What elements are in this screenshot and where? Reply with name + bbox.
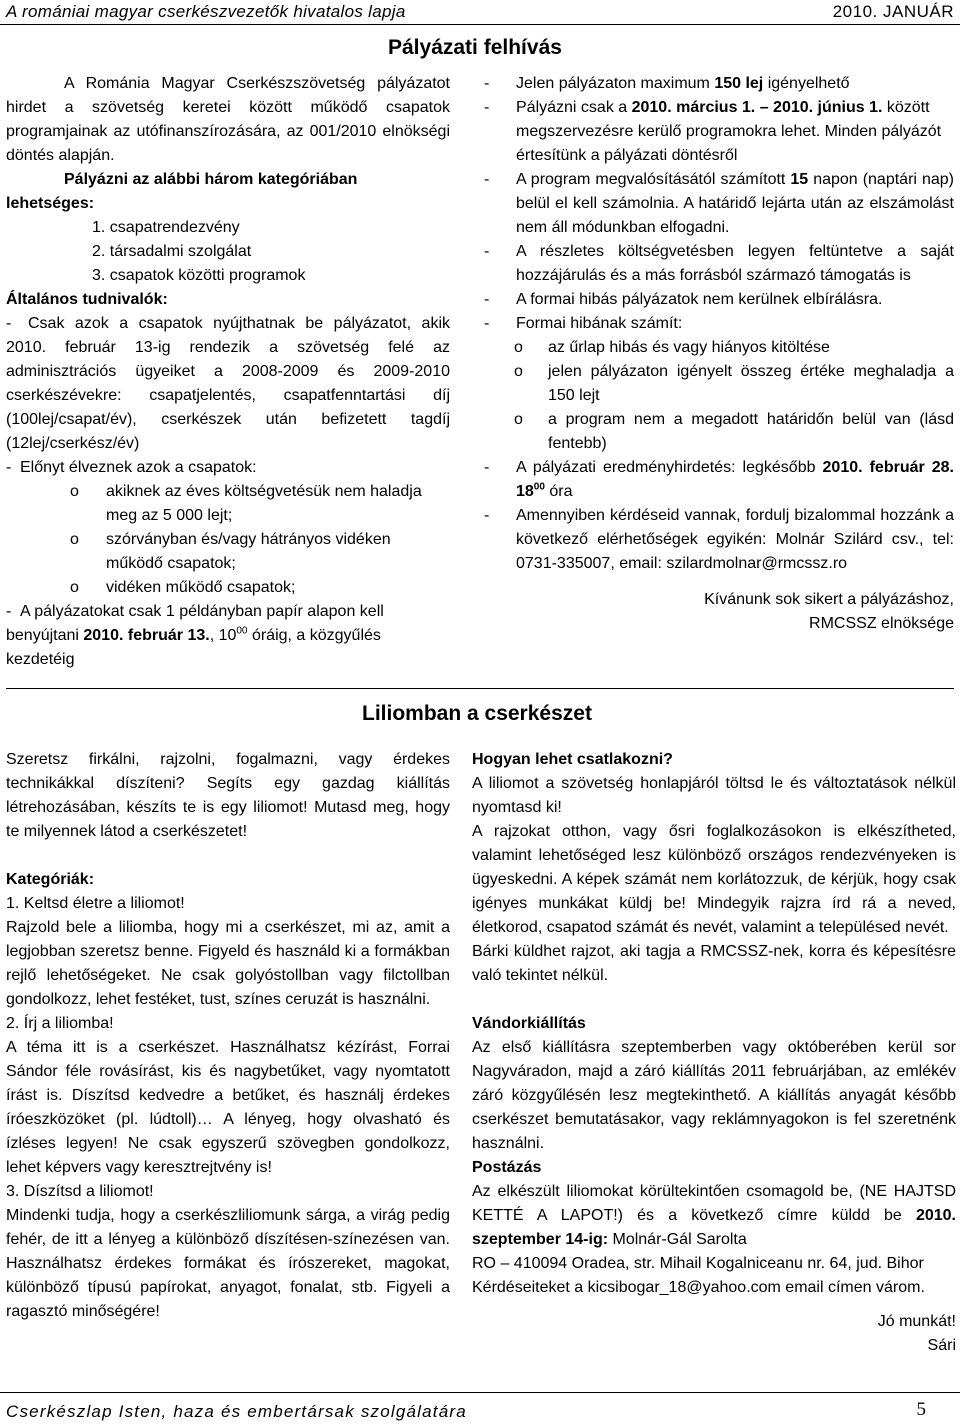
dash-bullet: - xyxy=(6,603,12,620)
section1-right-column xyxy=(484,72,954,636)
circle-bullet: o xyxy=(514,411,523,428)
category-1-text: Rajzold bele a liliomba, hogy mi a cserkészet, mi az, amit a legjobban szeretsz benne. Figyeld és használd ki a formákban rejlő lehetőségeket. Ne csak golyóstollban vagy filctollban gondolkozz, lehet festéket, tust, színes ceruzát is használni. xyxy=(6,919,450,1008)
closing-wish: Kívánunk sok sikert a pályázáshoz, xyxy=(704,591,954,608)
category-3-title: 3. Díszítsd a liliomot! xyxy=(6,1183,154,1200)
result-hour-sup: 00 xyxy=(533,481,545,493)
postage-paragraph xyxy=(472,1180,956,1252)
advantage-item xyxy=(6,528,450,576)
issue-date: 2010. JANUÁR xyxy=(832,2,954,21)
postage-address: RO – 410094 Oradea, str. Mihail Kogalniceanu nr. 64, jud. Bihor xyxy=(472,1255,924,1272)
result-text: A pályázati eredményhirdetés: legkésőbb xyxy=(516,459,823,476)
header-divider xyxy=(0,24,960,25)
exhibition-paragraph: Az első kiállításra szeptemberben vagy októberében kerül sor Nagyváradon, majd a záró kiállítás 2011 februárjában, az emlékév záró közgyűlésén lesz megtekinthető. A kiállítás anyagát később cserkészet bemutatásakor, vagy reklámnyagokon is fel szeretnénk használni. xyxy=(472,1039,956,1152)
formal-error-item xyxy=(484,360,954,408)
circle-bullet: o xyxy=(514,339,523,356)
category-heading-cont: lehetséges: xyxy=(6,195,95,212)
category-2-title: 2. Írj a liliomba! xyxy=(6,1015,114,1032)
dash-bullet: - xyxy=(484,171,490,188)
dash-bullet: - xyxy=(6,459,12,476)
sign-off: Jó munkát! xyxy=(877,1313,956,1330)
section2-left-column xyxy=(6,748,450,1324)
result-date: 2010. február 28. xyxy=(822,459,954,476)
section-title-liliom: Liliomban a cserkészet xyxy=(362,702,592,725)
result-tail: óra xyxy=(544,483,573,500)
rule-item xyxy=(484,240,954,288)
general-info-heading: Általános tudnivalók: xyxy=(6,291,168,308)
category-item: 3. csapatok közötti programok xyxy=(92,267,306,284)
dash-bullet: - xyxy=(484,99,490,116)
formal-error-item xyxy=(484,408,954,456)
general-item-3 xyxy=(6,600,450,672)
postage-deadline: 2010. szeptember 14-ig: xyxy=(472,1207,956,1248)
circle-bullet: o xyxy=(70,483,79,500)
settlement-tail: napon (naptári nap) belül el kell számolnia. A határidő lejárta után az elszámolást nem áll módunkban elfogadni. xyxy=(516,171,954,236)
dash-bullet: - xyxy=(484,459,490,476)
period-text: Pályázni csak a xyxy=(516,99,632,116)
advantage-item-text: szórványban és/vagy hátrányos vidéken működő csapatok; xyxy=(106,531,391,572)
general-item-1 xyxy=(6,312,450,456)
general-item-2 xyxy=(6,456,450,480)
signature-name: Sári xyxy=(927,1337,956,1354)
advantage-item-text: akiknek az éves költségvetésük nem haladja meg az 5 000 lejt; xyxy=(106,483,422,524)
advantage-item-text: vidéken működő csapatok; xyxy=(106,579,296,596)
circle-bullet: o xyxy=(70,579,79,596)
dash-bullet: - xyxy=(484,291,490,308)
publication-title: A romániai magyar cserkészvezetők hivatalos lapja xyxy=(6,2,406,21)
deadline-time: , 10 xyxy=(209,627,237,644)
rule-item xyxy=(484,312,954,336)
join-paragraph-3: Bárki küldhet rajzot, aki tagja a RMCSSZ-nek, korra és képesítésre való tekintet nélkül. xyxy=(472,943,956,984)
category-1-title: 1. Keltsd életre a liliomot! xyxy=(6,895,185,912)
page-header xyxy=(0,0,960,24)
footer-motto: Cserkészlap Isten, haza és embertársak szolgálatára xyxy=(6,1402,467,1421)
circle-bullet: o xyxy=(70,531,79,548)
rule-item xyxy=(484,456,954,504)
formal-error-item-text: a program nem a megadott határidőn belül van (lásd fentebb) xyxy=(548,411,954,452)
dash-bullet: - xyxy=(484,75,490,92)
section2-right-column xyxy=(472,748,956,1358)
general-item-2-text: Előnyt élveznek azok a csapatok: xyxy=(20,459,257,476)
postage-text: Az elkészült liliomokat körültekintően csomagold be, (NE HAJTSD KETTÉ A LAPOT!) és a következő címre küldd be xyxy=(472,1183,956,1224)
circle-bullet: o xyxy=(514,363,523,380)
deadline-time-sup: 00 xyxy=(236,625,248,637)
liliom-intro: Szeretsz firkálni, rajzolni, fogalmazni, vagy érdekes technikákkal díszíteni? Segíts egy gazdag kiállítás létrehozásában, készíts te is egy liliomot! Mutasd meg, hogy te milyennek látod a cserkészetet! xyxy=(6,751,450,840)
page-number: 5 xyxy=(916,1399,926,1420)
categories-heading: Kategóriák: xyxy=(6,871,95,888)
rule-item xyxy=(484,96,954,168)
period-dates: 2010. március 1. – 2010. június 1. xyxy=(631,99,883,116)
max-amount: 150 lej xyxy=(714,75,764,92)
section-title-palyazat: Pályázati felhívás xyxy=(388,36,562,59)
advantage-item xyxy=(6,576,450,600)
join-paragraph-2: A rajzokat otthon, vagy ősri foglalkozásokon is elkészítheted, valamint lehetőséged lesz különböző országos rendezvényeken is ügyeskedni. A képek számát nem korlátozzuk, de kérjük, hogy csak igényes munkákat küldj be! Mindegyik rajzra írd rá a neved, életkorod, csapatod számát és nevét, valamint a településed nevét. xyxy=(472,823,956,936)
general-item-1-text: Csak azok a csapatok nyújthatnak be pályázatot, akik 2010. február 13-ig rendezik a szövetség felé az adminisztrációs ügyeiket a 2008-2009 és 2009-2010 cserkészévekre: csapatjelentés, csapatfenntartási díj (100lej/csapat/év), cserkészek után befizetett tagdíj (12lej/cserkész/év) xyxy=(6,315,450,452)
advantage-item xyxy=(6,480,450,528)
settlement-days: 15 xyxy=(790,171,809,188)
closing-signature: RMCSSZ elnöksége xyxy=(809,615,954,632)
rule-item xyxy=(484,72,954,96)
rule-item xyxy=(484,504,954,576)
max-amount-tail: igényelhető xyxy=(763,75,850,92)
postage-heading: Postázás xyxy=(472,1159,542,1176)
join-heading: Hogyan lehet csatlakozni? xyxy=(472,751,673,768)
dash-bullet: - xyxy=(484,243,490,260)
period-tail: között megszervezésre kerülő programokra lehet. Minden pályázót értesítünk a pályázati döntésről xyxy=(516,99,942,164)
section1-left-column xyxy=(6,72,450,672)
intro-paragraph: A Románia Magyar Cserkészszövetség pályázatot hirdet a szövetség keretei között működő csapatok programjainak az utófinanszírozására, az 001/2010 elnökségi döntés alapján. xyxy=(6,75,450,164)
dash-bullet: - xyxy=(484,315,490,332)
contact-text: Amennyiben kérdéseid vannak, fordulj bizalommal hozzánk a következő elérhetőségek egyikén: Molnár Szilárd csv., tel: 0731-335007, email: szilardmolnar@rmcssz.ro xyxy=(516,507,954,572)
budget-text: A részletes költségvetésben legyen feltüntetve a saját hozzájárulás és a más forrásból származó támogatás is xyxy=(516,243,954,284)
category-3-text: Mindenki tudja, hogy a cserkészliliomunk sárga, a virág pedig fehér, de itt a lényeg a különböző díszítésen-színezésen van. Használhatsz érdekes formákat és írószereket, magokat, különböző típusú papírokat, anyagot, fonalat, stb. Figyeli a ragasztó minőségére! xyxy=(6,1207,450,1320)
category-item: 1. csapatrendezvény xyxy=(92,219,240,236)
postage-recipient: Molnár-Gál Sarolta xyxy=(608,1231,747,1248)
formal-error-item-text: az űrlap hibás és vagy hiányos kitöltése xyxy=(548,339,830,356)
dash-bullet: - xyxy=(484,507,490,524)
category-2-text: A téma itt is a cserkészet. Használhatsz kézírást, Forrai Sándor féle rovásírást, kis és nagybetűket, vagy nyomtatott írást is. Díszítsd kedvedre a betűket, és használj érdekes íróeszközöket (pl. lúdtoll)… A lényeg, hogy olvasható és ízléses legyen! Ne csak egyszerű szövegben gondolkozz, lehet képvers vagy keresztrejtvény is! xyxy=(6,1039,450,1176)
rule-item xyxy=(484,288,954,312)
formal-error-text: A formai hibás pályázatok nem kerülnek elbírálásra. xyxy=(516,291,883,308)
category-heading: Pályázni az alábbi három kategóriában xyxy=(64,171,358,188)
rule-item xyxy=(484,168,954,240)
settlement-text: A program megvalósításától számított xyxy=(516,171,791,188)
max-amount-text: Jelen pályázaton maximum xyxy=(516,75,715,92)
category-item: 2. társadalmi szolgálat xyxy=(92,243,252,260)
deadline-text: A pályázatokat csak 1 példányban papír alapon kell benyújtani xyxy=(6,603,384,644)
questions-paragraph: Kérdéseiteket a kicsibogar_18@yahoo.com email címen várom. xyxy=(472,1279,925,1296)
section-divider xyxy=(6,688,954,689)
exhibition-heading: Vándorkiállítás xyxy=(472,1015,586,1032)
footer-divider xyxy=(0,1392,960,1393)
formal-error-item xyxy=(484,336,954,360)
dash-bullet: - xyxy=(6,315,12,332)
result-hour: 18 xyxy=(516,483,534,500)
join-paragraph-1: A liliomot a szövetség honlapjáról töltsd le és változtatások nélkül nyomtasd ki! xyxy=(472,775,956,816)
formal-error-heading: Formai hibának számít: xyxy=(516,315,683,332)
deadline-date: 2010. február 13. xyxy=(83,627,210,644)
deadline-tail: óráig, a közgyűlés kezdetéig xyxy=(6,627,381,668)
formal-error-item-text: jelen pályázaton igényelt összeg értéke meghaladja a 150 lejt xyxy=(548,363,954,404)
